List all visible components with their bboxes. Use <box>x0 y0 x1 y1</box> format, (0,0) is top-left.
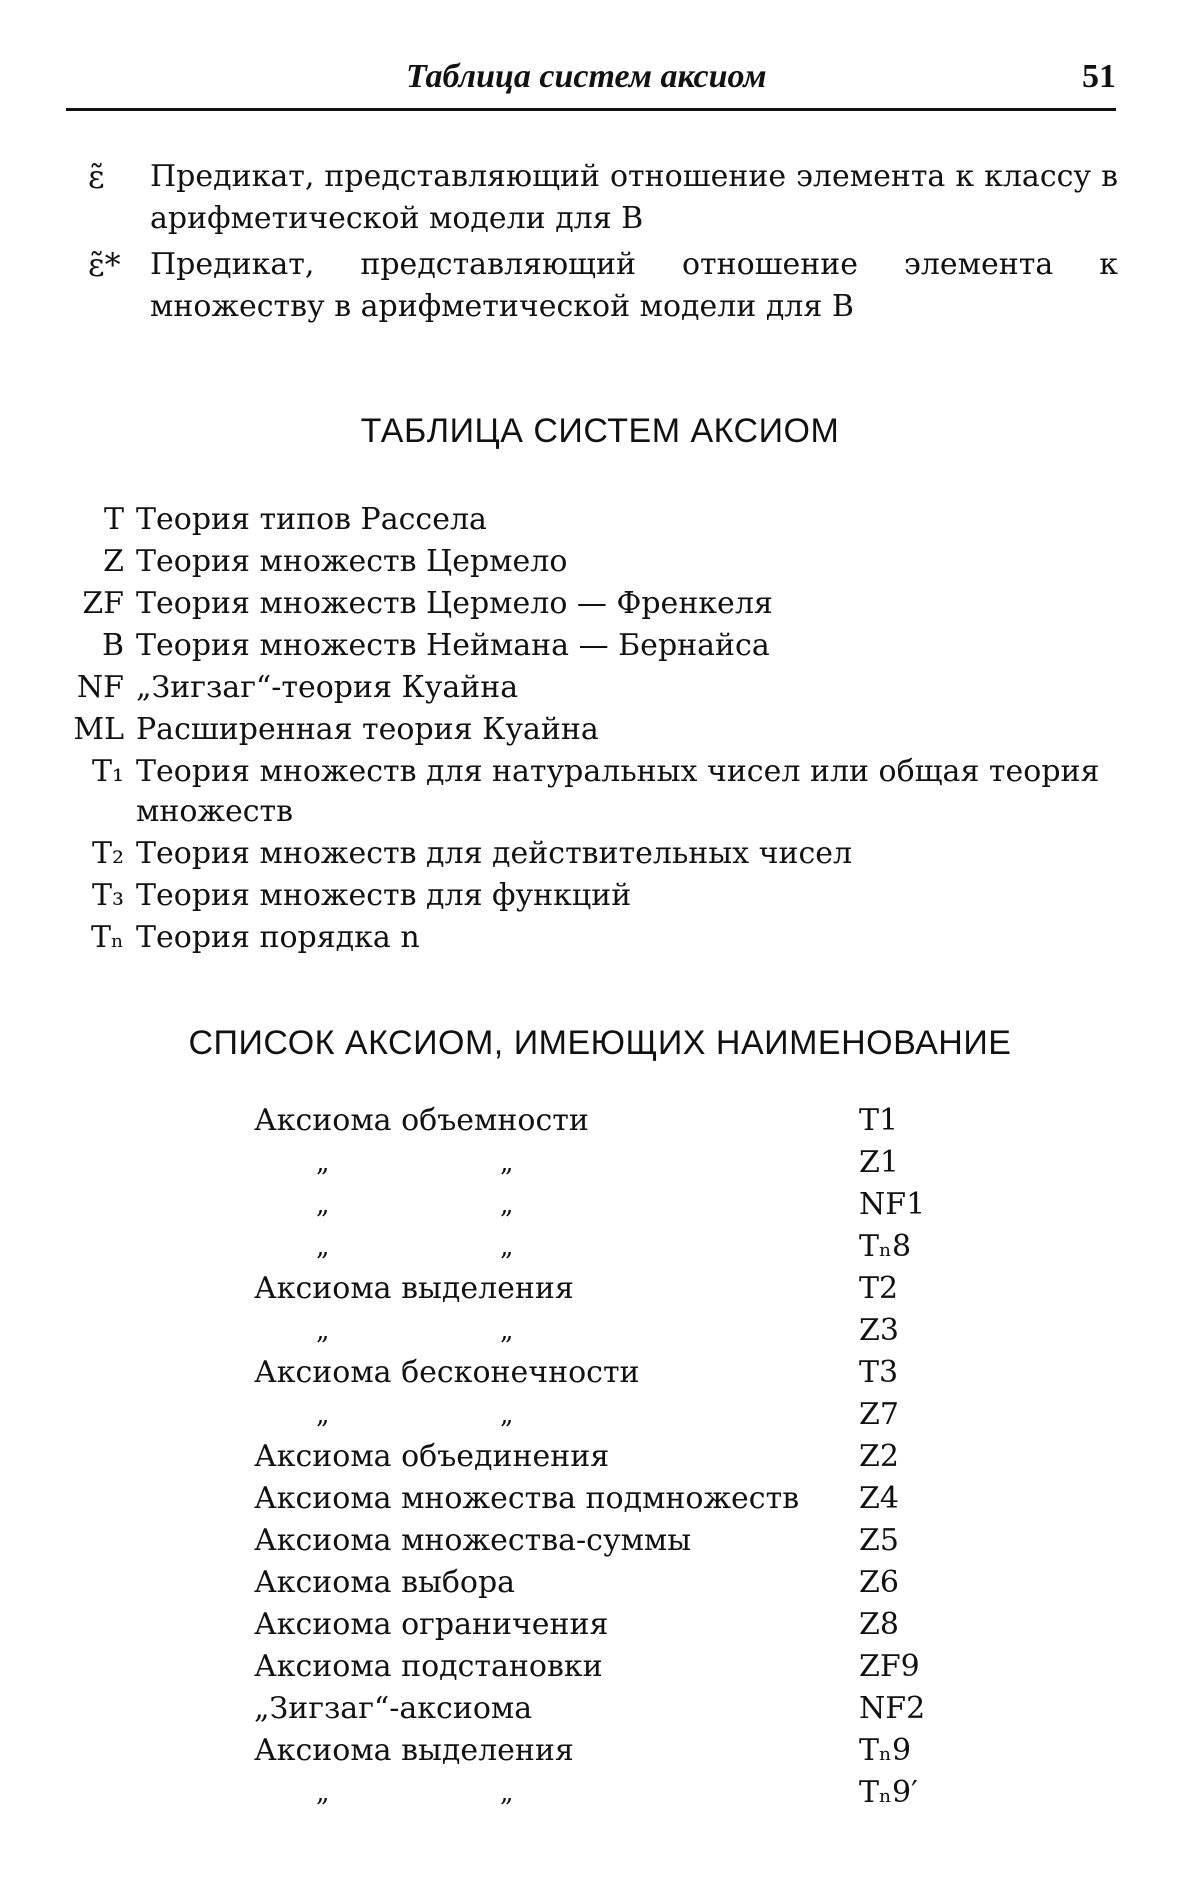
system-row <box>40 834 1120 874</box>
system-row <box>40 626 1120 666</box>
symbol-definitions <box>88 156 1118 332</box>
axiom-code: Z7 <box>859 1394 899 1436</box>
system-name: Теория множеств для натуральных чисел или общая теория множеств <box>136 754 1099 829</box>
axioms-list <box>254 1100 1014 1814</box>
system-name: Теория типов Рассела <box>136 502 487 537</box>
system-row <box>40 876 1120 916</box>
system-code: Tₙ <box>40 918 124 958</box>
header-rule <box>66 108 1116 111</box>
system-row <box>40 500 1120 540</box>
axiom-code: Z8 <box>859 1604 899 1646</box>
axiom-code: Tₙ9′ <box>859 1772 918 1814</box>
axiom-name: Аксиома множества-суммы <box>254 1520 691 1562</box>
system-row <box>40 542 1120 582</box>
axiom-row <box>254 1352 1014 1394</box>
definition-entry <box>88 156 1118 240</box>
axiom-name: Аксиома множества подмножеств <box>254 1478 799 1520</box>
axiom-name: Аксиома бесконечности <box>254 1352 640 1394</box>
system-name: Теория порядка n <box>136 920 420 955</box>
definition-text: Предикат, представляющий отношение элемента к множеству в арифметической модели для B <box>150 244 1118 328</box>
axiom-row <box>254 1436 1014 1478</box>
system-row <box>40 668 1120 708</box>
ditto-mark: „ <box>500 1142 513 1184</box>
ditto-mark: „ <box>316 1184 329 1226</box>
axiom-row <box>254 1646 1014 1688</box>
ditto-mark: „ <box>500 1394 513 1436</box>
axioms-heading: СПИСОК АКСИОМ, ИМЕЮЩИХ НАИМЕНОВАНИЕ <box>0 1024 1200 1063</box>
axiom-code: Z1 <box>859 1142 899 1184</box>
axiom-code: Tₙ9 <box>859 1730 911 1772</box>
axiom-row <box>254 1100 1014 1142</box>
ditto-mark: „ <box>500 1226 513 1268</box>
ditto-mark: „ <box>500 1310 513 1352</box>
axiom-code: ZF9 <box>859 1646 920 1688</box>
system-name: Теория множеств для действительных чисел <box>136 836 852 871</box>
axiom-row <box>254 1772 1014 1814</box>
system-name: Теория множеств Цермело <box>136 544 567 579</box>
axiom-row <box>254 1604 1014 1646</box>
system-name: Теория множеств Цермело — Френкеля <box>136 586 773 621</box>
definition-symbol: ε̃ <box>88 156 144 198</box>
axiom-row <box>254 1184 1014 1226</box>
axiom-code: Z2 <box>859 1436 899 1478</box>
system-name: Теория множеств Неймана — Бернайса <box>136 628 770 663</box>
ditto-mark: „ <box>316 1310 329 1352</box>
definition-text: Предикат, представляющий отношение элемента к классу в арифметической модели для B <box>150 156 1118 240</box>
system-code: B <box>40 626 124 666</box>
system-code: T₂ <box>40 834 124 874</box>
system-row <box>40 584 1120 624</box>
axiom-code: Tₙ8 <box>859 1226 911 1268</box>
axiom-code: Z3 <box>859 1310 899 1352</box>
axiom-row <box>254 1394 1014 1436</box>
axiom-code: T2 <box>859 1268 898 1310</box>
ditto-mark: „ <box>316 1394 329 1436</box>
axiom-name: Аксиома выделения <box>254 1730 574 1772</box>
system-name: „Зигзаг“-теория Куайна <box>136 670 518 705</box>
axiom-code: NF2 <box>859 1688 925 1730</box>
axiom-code: NF1 <box>859 1184 925 1226</box>
axiom-code: T3 <box>859 1352 898 1394</box>
axiom-code: Z5 <box>859 1520 899 1562</box>
axiom-name: Аксиома подстановки <box>254 1646 603 1688</box>
axiom-name: Аксиома выделения <box>254 1268 574 1310</box>
axiom-row <box>254 1142 1014 1184</box>
page-number: 51 <box>1082 58 1116 96</box>
axiom-name: Аксиома объемности <box>254 1100 589 1142</box>
axiom-code: T1 <box>859 1100 898 1142</box>
axiom-row <box>254 1730 1014 1772</box>
system-code: T₃ <box>40 876 124 916</box>
axiom-row <box>254 1268 1014 1310</box>
axiom-name: Аксиома объединения <box>254 1436 609 1478</box>
axiom-code: Z4 <box>859 1478 899 1520</box>
system-name: Расширенная теория Куайна <box>136 712 599 747</box>
running-header <box>66 58 1116 110</box>
axiom-row <box>254 1478 1014 1520</box>
ditto-mark: „ <box>316 1142 329 1184</box>
system-code: T₁ <box>40 752 124 792</box>
axiom-row <box>254 1688 1014 1730</box>
systems-table <box>40 500 1120 960</box>
axiom-name: Аксиома ограничения <box>254 1604 608 1646</box>
ditto-mark: „ <box>500 1772 513 1814</box>
book-page <box>0 0 1200 1894</box>
system-code: T <box>40 500 124 540</box>
axiom-row <box>254 1562 1014 1604</box>
ditto-mark: „ <box>316 1772 329 1814</box>
system-code: Z <box>40 542 124 582</box>
system-row <box>40 752 1120 832</box>
definition-symbol: ε̃* <box>88 244 144 286</box>
ditto-mark: „ <box>316 1226 329 1268</box>
header-title: Таблица систем аксиом <box>406 58 767 96</box>
axiom-row <box>254 1226 1014 1268</box>
system-code: ZF <box>40 584 124 624</box>
system-row <box>40 918 1120 958</box>
axiom-row <box>254 1310 1014 1352</box>
system-code: ML <box>40 710 124 750</box>
ditto-mark: „ <box>500 1184 513 1226</box>
axiom-name: Аксиома выбора <box>254 1562 515 1604</box>
system-code: NF <box>40 668 124 708</box>
axiom-code: Z6 <box>859 1562 899 1604</box>
system-name: Теория множеств для функций <box>136 878 631 913</box>
axiom-name: „Зигзаг“-аксиома <box>254 1688 532 1730</box>
axiom-row <box>254 1520 1014 1562</box>
definition-entry <box>88 244 1118 328</box>
systems-heading: ТАБЛИЦА СИСТЕМ АКСИОМ <box>0 412 1200 451</box>
system-row <box>40 710 1120 750</box>
